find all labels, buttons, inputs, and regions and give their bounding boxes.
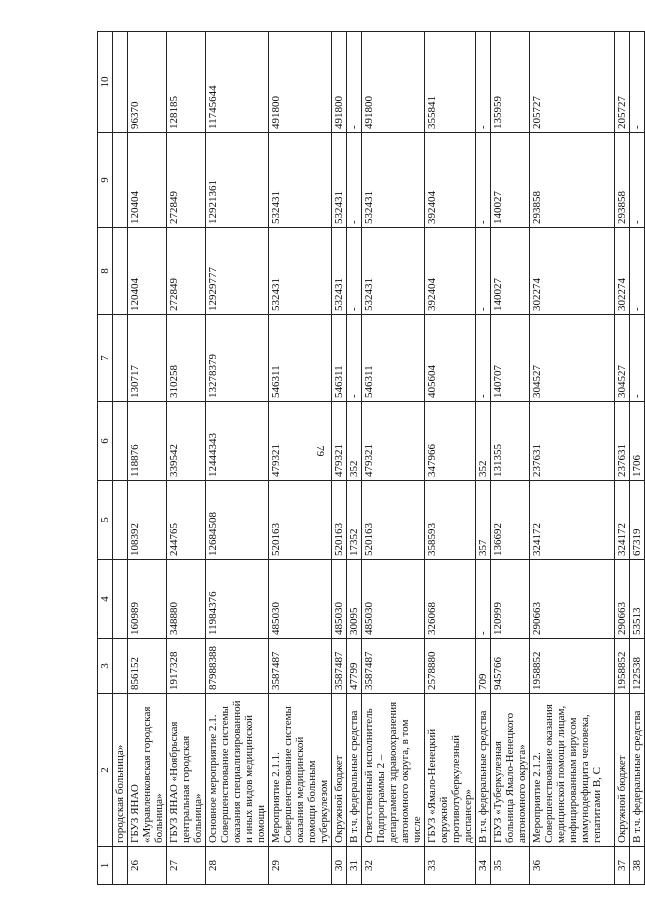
value-cell: 324172 <box>530 481 615 560</box>
value-cell: 17352 <box>347 481 362 560</box>
row-description: ГБУЗ «Ямало-Ненецкий окружной противотуберкулезный диспансер» <box>425 694 476 847</box>
value-cell: 324172 <box>615 481 630 560</box>
value-cell: 302274 <box>615 228 630 315</box>
row-description: Мероприятие 2.1.1. Совершенствование системы оказания медицинской помощи больным туберкулезом <box>269 694 332 847</box>
value-cell: 244765 <box>167 481 206 560</box>
value-cell: 302274 <box>530 228 615 315</box>
value-cell: 491800 <box>332 32 347 133</box>
header-row <box>98 32 113 885</box>
row-description: В т.ч. федеральные средства <box>347 694 362 847</box>
value-cell: 272849 <box>167 228 206 315</box>
value-cell <box>113 133 128 228</box>
row-number: 31 <box>347 847 362 885</box>
value-cell: - <box>630 228 645 315</box>
value-cell: 339542 <box>167 402 206 481</box>
value-cell: 532431 <box>332 133 347 228</box>
value-cell: - <box>347 133 362 228</box>
row-description: ГБУЗ «Туберкулезная больница Ямало-Ненецкого автономного округа» <box>491 694 530 847</box>
value-cell: 358593 <box>425 481 476 560</box>
column-header: 4 <box>98 560 113 639</box>
table-row <box>491 32 530 885</box>
row-number: 36 <box>530 847 615 885</box>
value-cell: 1706 <box>630 402 645 481</box>
value-cell <box>113 639 128 694</box>
value-cell: 13278379 <box>206 315 269 402</box>
value-cell: 140707 <box>491 315 530 402</box>
value-cell: 3587487 <box>362 639 425 694</box>
value-cell: 160989 <box>128 560 167 639</box>
row-number: 35 <box>491 847 530 885</box>
value-cell: 140027 <box>491 228 530 315</box>
column-header: 3 <box>98 639 113 694</box>
value-cell: - <box>347 32 362 133</box>
table-row <box>425 32 476 885</box>
value-cell <box>113 481 128 560</box>
table-row <box>332 32 347 885</box>
table-row <box>347 32 362 885</box>
value-cell: 131355 <box>491 402 530 481</box>
value-cell: 355841 <box>425 32 476 133</box>
value-cell: 11745644 <box>206 32 269 133</box>
column-header: 1 <box>98 847 113 885</box>
value-cell: 205727 <box>615 32 630 133</box>
row-description: Окружной бюджет <box>332 694 347 847</box>
value-cell: - <box>476 315 491 402</box>
row-number: 34 <box>476 847 491 885</box>
value-cell: 709 <box>476 639 491 694</box>
value-cell: 96370 <box>128 32 167 133</box>
value-cell: 135959 <box>491 32 530 133</box>
value-cell: 485030 <box>332 560 347 639</box>
column-header: 8 <box>98 228 113 315</box>
value-cell: 30095 <box>347 560 362 639</box>
row-description: ГБУЗ ЯНАО «Ноябрьская центральная городская больница» <box>167 694 206 847</box>
row-number: 27 <box>167 847 206 885</box>
row-number: 33 <box>425 847 476 885</box>
value-cell: 118876 <box>128 402 167 481</box>
table-row <box>269 32 332 885</box>
value-cell <box>113 315 128 402</box>
value-cell: 520163 <box>332 481 347 560</box>
value-cell: 11984376 <box>206 560 269 639</box>
value-cell: 237631 <box>530 402 615 481</box>
row-description: Ответственный исполнитель Подпрограммы 2 – департамент здравоохранения автономного округа, в том числе <box>362 694 425 847</box>
value-cell: 3587487 <box>332 639 347 694</box>
row-number: 29 <box>269 847 332 885</box>
column-header: 6 <box>98 402 113 481</box>
value-cell: 290663 <box>530 560 615 639</box>
table-row <box>113 32 128 885</box>
row-description: В т.ч. федеральные средства <box>476 694 491 847</box>
value-cell: 491800 <box>269 32 332 133</box>
value-cell: 136692 <box>491 481 530 560</box>
value-cell: - <box>476 32 491 133</box>
table-row <box>167 32 206 885</box>
column-header: 5 <box>98 481 113 560</box>
value-cell: 532431 <box>332 228 347 315</box>
value-cell: 479321 <box>362 402 425 481</box>
row-number: 28 <box>206 847 269 885</box>
value-cell: 546311 <box>332 315 347 402</box>
row-number <box>113 847 128 885</box>
value-cell: 120404 <box>128 228 167 315</box>
value-cell: 205727 <box>530 32 615 133</box>
value-cell: 392404 <box>425 228 476 315</box>
value-cell: 122538 <box>630 639 645 694</box>
value-cell: 546311 <box>362 315 425 402</box>
value-cell: 130717 <box>128 315 167 402</box>
value-cell: 67319 <box>630 481 645 560</box>
value-cell: 304527 <box>530 315 615 402</box>
table-row <box>128 32 167 885</box>
value-cell: 304527 <box>615 315 630 402</box>
value-cell: 326068 <box>425 560 476 639</box>
value-cell: - <box>476 228 491 315</box>
table-row <box>615 32 630 885</box>
column-header: 2 <box>98 694 113 847</box>
value-cell: 392404 <box>425 133 476 228</box>
value-cell: 120999 <box>491 560 530 639</box>
value-cell <box>113 560 128 639</box>
value-cell: 532431 <box>362 133 425 228</box>
value-cell: 290663 <box>615 560 630 639</box>
column-header: 10 <box>98 32 113 133</box>
value-cell: 12921361 <box>206 133 269 228</box>
value-cell: - <box>347 228 362 315</box>
value-cell: 405604 <box>425 315 476 402</box>
table-row <box>362 32 425 885</box>
value-cell: 47799 <box>347 639 362 694</box>
value-cell: 310258 <box>167 315 206 402</box>
value-cell: 479321 <box>332 402 347 481</box>
value-cell: 108392 <box>128 481 167 560</box>
value-cell: 128185 <box>167 32 206 133</box>
value-cell: 532431 <box>269 228 332 315</box>
value-cell: 12444343 <box>206 402 269 481</box>
value-cell: 120404 <box>128 133 167 228</box>
value-cell: 293858 <box>615 133 630 228</box>
row-number: 26 <box>128 847 167 885</box>
budget-table <box>97 31 645 885</box>
value-cell: 520163 <box>269 481 332 560</box>
value-cell: - <box>476 133 491 228</box>
value-cell: 2578880 <box>425 639 476 694</box>
value-cell: 140027 <box>491 133 530 228</box>
value-cell: - <box>630 133 645 228</box>
row-description: Основное мероприятие 2.1. Совершенствование системы оказания специализированной и иных видов медицинской помощи <box>206 694 269 847</box>
row-description: городская больница» <box>113 694 128 847</box>
column-header: 9 <box>98 133 113 228</box>
value-cell: 87988388 <box>206 639 269 694</box>
value-cell: 237631 <box>615 402 630 481</box>
value-cell: - <box>630 315 645 402</box>
value-cell: 348880 <box>167 560 206 639</box>
value-cell: 3587487 <box>269 639 332 694</box>
value-cell: 532431 <box>362 228 425 315</box>
row-description: Мероприятие 2.1.2. Совершенствование оказания медицинской помощи лицам, инфицированным вирусом иммунодефицита человека, гепатитами В, С <box>530 694 615 847</box>
value-cell: 485030 <box>362 560 425 639</box>
row-description: Окружной бюджет <box>615 694 630 847</box>
row-number: 38 <box>630 847 645 885</box>
value-cell: 1958852 <box>530 639 615 694</box>
row-number: 30 <box>332 847 347 885</box>
value-cell: 546311 <box>269 315 332 402</box>
page-number: 79 <box>314 445 326 457</box>
row-description: ГБУЗ ЯНАО «Муравленковская городская больница» <box>128 694 167 847</box>
value-cell: 945766 <box>491 639 530 694</box>
value-cell: 479321 <box>269 402 332 481</box>
value-cell <box>113 228 128 315</box>
value-cell: - <box>476 560 491 639</box>
value-cell: 12929777 <box>206 228 269 315</box>
value-cell: 352 <box>476 402 491 481</box>
value-cell: 532431 <box>269 133 332 228</box>
table-row <box>630 32 645 885</box>
value-cell: 1958852 <box>615 639 630 694</box>
table-row <box>206 32 269 885</box>
column-header: 7 <box>98 315 113 402</box>
value-cell: 272849 <box>167 133 206 228</box>
table-row <box>530 32 615 885</box>
value-cell: 491800 <box>362 32 425 133</box>
table-row <box>476 32 491 885</box>
row-description: В т.ч. федеральные средства <box>630 694 645 847</box>
value-cell: 520163 <box>362 481 425 560</box>
value-cell: - <box>630 32 645 133</box>
value-cell: 856152 <box>128 639 167 694</box>
table-body <box>98 32 645 885</box>
value-cell: 485030 <box>269 560 332 639</box>
value-cell: 347966 <box>425 402 476 481</box>
value-cell: 53513 <box>630 560 645 639</box>
value-cell <box>113 32 128 133</box>
row-number: 32 <box>362 847 425 885</box>
row-number: 37 <box>615 847 630 885</box>
value-cell <box>113 402 128 481</box>
value-cell: 12684508 <box>206 481 269 560</box>
value-cell: - <box>347 315 362 402</box>
value-cell: 357 <box>476 481 491 560</box>
value-cell: 352 <box>347 402 362 481</box>
value-cell: 1917328 <box>167 639 206 694</box>
value-cell: 293858 <box>530 133 615 228</box>
